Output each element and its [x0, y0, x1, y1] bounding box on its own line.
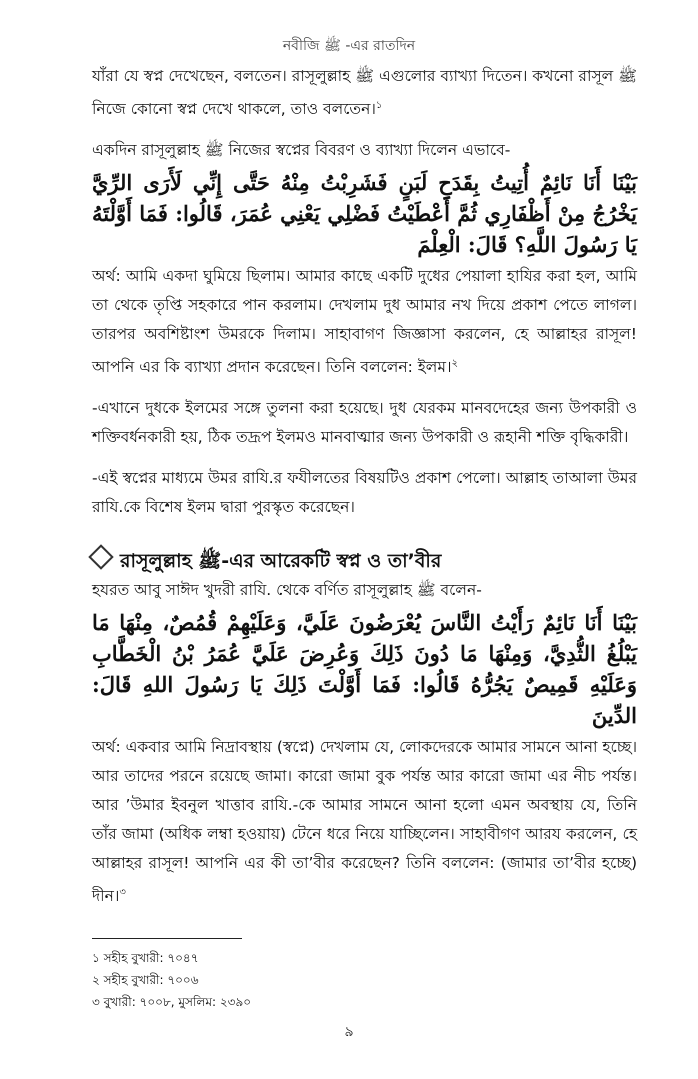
footnote-3: ৩ বুখারী: ৭০০৮, মুসলিম: ২৩৯০ [92, 995, 252, 1009]
running-header: নবীজি ﷺ -এর রাতদিন [282, 38, 416, 54]
intro-text: যাঁরা যে স্বপ্ন দেখেছেন, বলতেন। রাসূলুল্লাহ ﷺ এগুলোর ব্যাখ্যা দিতেন। কখনো রাসূল ﷺ নিজে কোনো স্বপ্ন দেখে থাকলে, তাও বলতেন। [92, 67, 637, 119]
lead-line-1: একদিন রাসূলুল্লাহ ﷺ নিজের স্বপ্নের বিবরণ ও ব্যাখ্যা দিলেন এভাবে- [92, 141, 511, 160]
main-text [92, 62, 637, 911]
page-number: ৯ [344, 1024, 354, 1040]
meaning-text-1: অর্থ: আমি একদা ঘুমিয়ে ছিলাম। আমার কাছে একটি দুধের পেয়ালা হাযির করা হল, আমি তা থেকে তৃপ্তি সহকারে পান করলাম। দেখলাম দুধ আমার নখ দিয়ে প্রকাশ পেতে লাগল। তারপর অবশিষ্টাংশ উমরকে দিলাম। সাহাবাগণ জিজ্ঞাসা করলেন, হে আল্লাহর রাসূল! আপনি এর কি ব্যাখ্যা প্রদান করেছেন। তিনি বললেন: ইলম। [92, 267, 637, 377]
section-heading-text: রাসূলুল্লাহ ﷺ-এর আরেকটি স্বপ্ন ও তা’বীর [120, 550, 442, 573]
footnote-ref-3: ৩ [119, 887, 126, 899]
virtue-paragraph: -এই স্বপ্নের মাধ্যমে উমর রাযি.র ফযীলতের বিষয়টিও প্রকাশ পেলো। আল্লাহ তাআলা উমর রাযি.কে বিশেষ ইলম দ্বারা পুরস্কৃত করেছেন। [92, 469, 637, 517]
footnote-2: ২ সহীহ বুখারী: ৭০০৬ [92, 973, 199, 987]
meaning-paragraph-2 [92, 733, 637, 911]
explanation-paragraph: -এখানে দুধকে ইলমের সঙ্গে তুলনা করা হয়েছে। দুধ যেরকম মানবদেহের জন্য উপকারী ও শক্তিবর্ধনকারী হয়, ঠিক তদ্রূপ ইলমও মানবাত্মার জন্য উপকারী ও রূহানী শক্তি বৃদ্ধিকারী। [92, 399, 637, 447]
footnote-ref-1: ১ [375, 100, 383, 111]
ornament-icon [88, 545, 113, 570]
arabic-hadith-2: بَيْنَا أَنَا نَائِمٌ رَأَيْتُ النَّاسَ يُعْرَضُونَ عَلَيَّ، وَعَلَيْهِمْ قُمُصٌ، مِنْهَا مَا يَبْلُغُ الثُّدِيَّ، وَمِنْهَا مَا دُونَ ذَلِكَ وَعُرِضَ عَلَيَّ عُمَرُ بْنُ الْخَطَّابِ وَعَلَيْهِ قَمِيصٌ يَجُرُّهُ قَالُوا: فَمَا أَوَّلْتَ ذَلِكَ يَا رَسُولَ اللهِ قَالَ: الدِّينَ [92, 610, 637, 729]
intro-paragraph [92, 62, 637, 124]
footnotes [92, 938, 637, 1013]
meaning-text-2: অর্থ: একবার আমি নিদ্রাবস্থায় (স্বপ্নে) দেখলাম যে, লোকদেরকে আমার সামনে আনা হচ্ছে। আর তাদের পরনে রয়েছে জামা। কারো জামা বুক পর্যন্ত আর কারো জামা এর নীচ পর্যন্ত। আর ’উমার ইবনুল খাত্তাব রাযি.-কে আমার সামনে আনা হলো এমন অবস্থায় যে, তিনি তাঁর জামা (অধিক লম্বা হওয়ায়) টেনে ধরে নিয়ে যাচ্ছিলেন। সাহাবীগণ আরয করলেন, হে আল্লাহর রাসূল! আপনি এর কী তা’বীর করেছেন? তিনি বললেন: (জামার তা’বীর হচ্ছে) দীন। [92, 738, 637, 906]
lead-line-2: হযরত আবু সাঈদ খুদরী রাযি. থেকে বর্ণিত রাসূলুল্লাহ ﷺ বলেন- [92, 581, 482, 600]
footnote-1: ১ সহীহ বুখারী: ৭০৪৭ [92, 951, 199, 965]
footnote-ref-2: ২ [451, 358, 459, 370]
footnote-divider [92, 938, 242, 939]
section-heading [92, 546, 637, 576]
arabic-hadith-1: بَيْنَا أَنَا نَائِمٌ أُتِيتُ بِقَدَحِ لَبَنٍ فَشَرِبْتُ مِنْهُ حَتَّى إِنِّي لَأَرَى الرِّيَّ يَخْرُجُ مِنْ أَظْفَارِي ثُمَّ أَعْطَيْتُ فَضْلِي يَعْنِي عُمَرَ، قَالُوا: فَمَا أَوَّلْتَهُ يَا رَسُولَ اللَّهِ؟ قَالَ: الْعِلْمَ [92, 170, 637, 258]
meaning-paragraph-1 [92, 262, 637, 382]
